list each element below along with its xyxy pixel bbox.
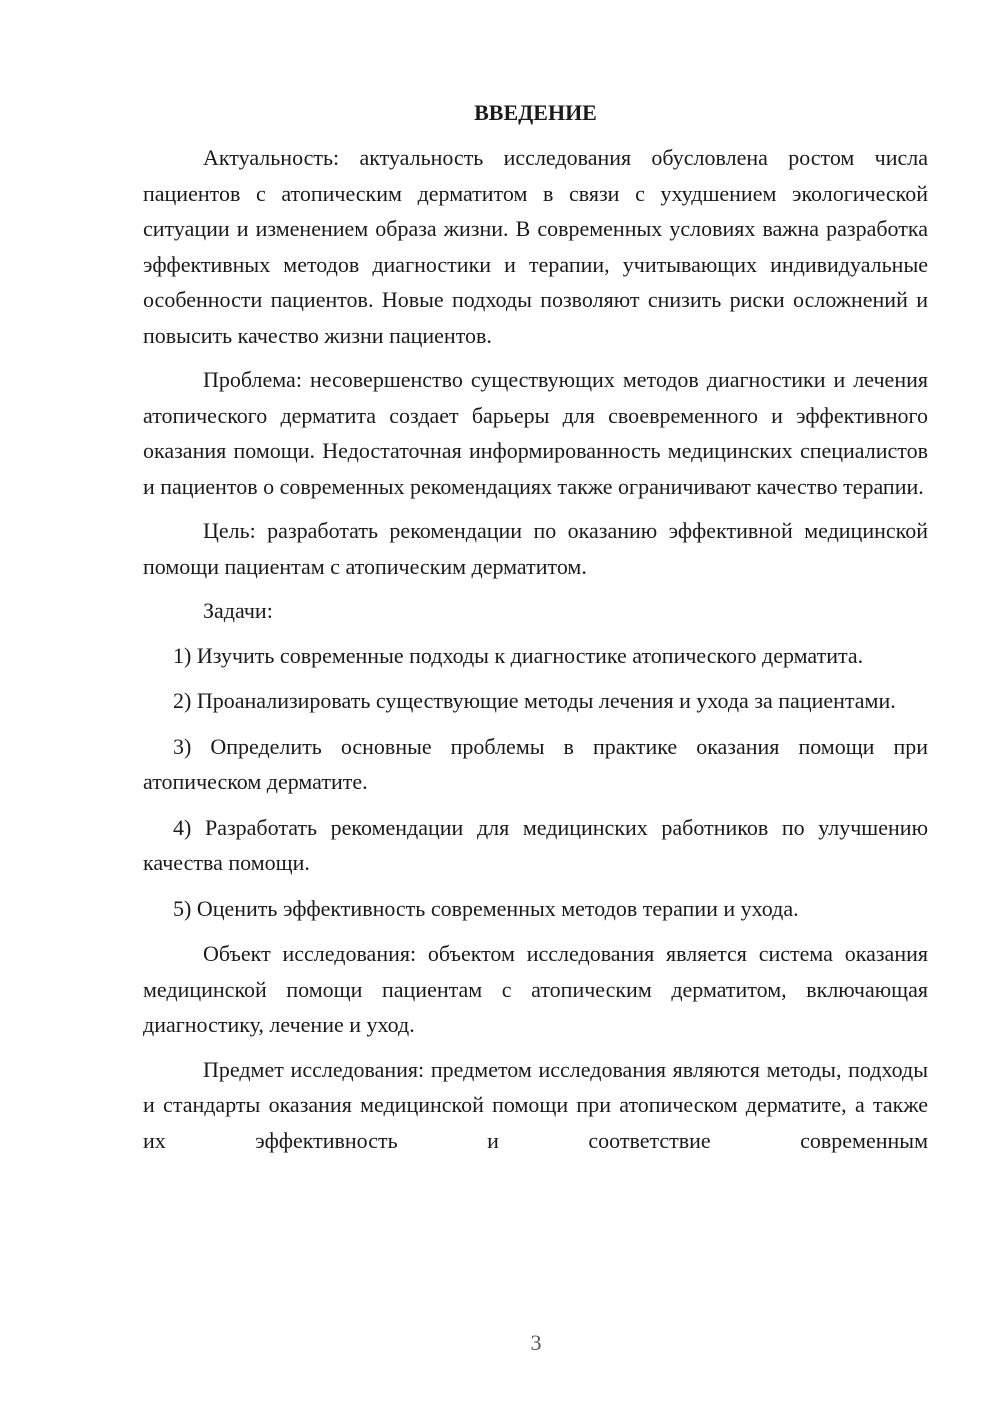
task-item: 1) Изучить современные подходы к диагностике атопического дерматита. [173,642,864,668]
paragraph-object: Объект исследования: объектом исследования является система оказания медицинской помощи пациентам с атопическим дерматитом, включающая диагностику, лечение и уход. [143,941,928,1037]
task-item: 2) Проанализировать существующие методы лечения и ухода за пациентами. [173,688,896,713]
page-heading: ВВЕДЕНИЕ [474,100,597,125]
page-number: 3 [530,1330,542,1355]
paragraph-goal: Цель: разработать рекомендации по оказанию эффективной медицинской помощи пациентам с атопическим дерматитом. [143,518,928,579]
paragraph-subject: Предмет исследования: предметом исследования являются методы, подходы и стандарты оказания медицинской помощи при атопическом дерматите, а также их эффективность и соответствие современным [143,1056,928,1153]
paragraph-relevance: Актуальность: актуальность исследования обусловлена ростом числа пациентов с атопическим дерматитом в связи с ухудшением экологической ситуации и изменением образа жизни. В современных условиях важна разработка эффективных методов диагностики и терапии, учитывающих индивидуальные особенности пациентов. Новые подходы позволяют снизить риски осложнений и повысить качество жизни пациентов. [143,145,928,348]
task-item: 4) Разработать рекомендации для медицинских работников по улучшению качества помощи. [143,814,928,875]
tasks-label: Задачи: [203,598,273,623]
task-item: 5) Оценить эффективность современных методов терапии и ухода. [173,895,799,921]
page-content [143,95,928,1158]
paragraph-problem: Проблема: несовершенство существующих методов диагностики и лечения атопического дерматита создает барьеры для своевременного и эффективного оказания помощи. Недостаточная информированность медицинских специалистов и пациентов о современных рекомендациях также ограничивают качество терапии. [143,367,928,499]
task-item: 3) Определить основные проблемы в практике оказания помощи при атопическом дерматите. [143,733,928,794]
